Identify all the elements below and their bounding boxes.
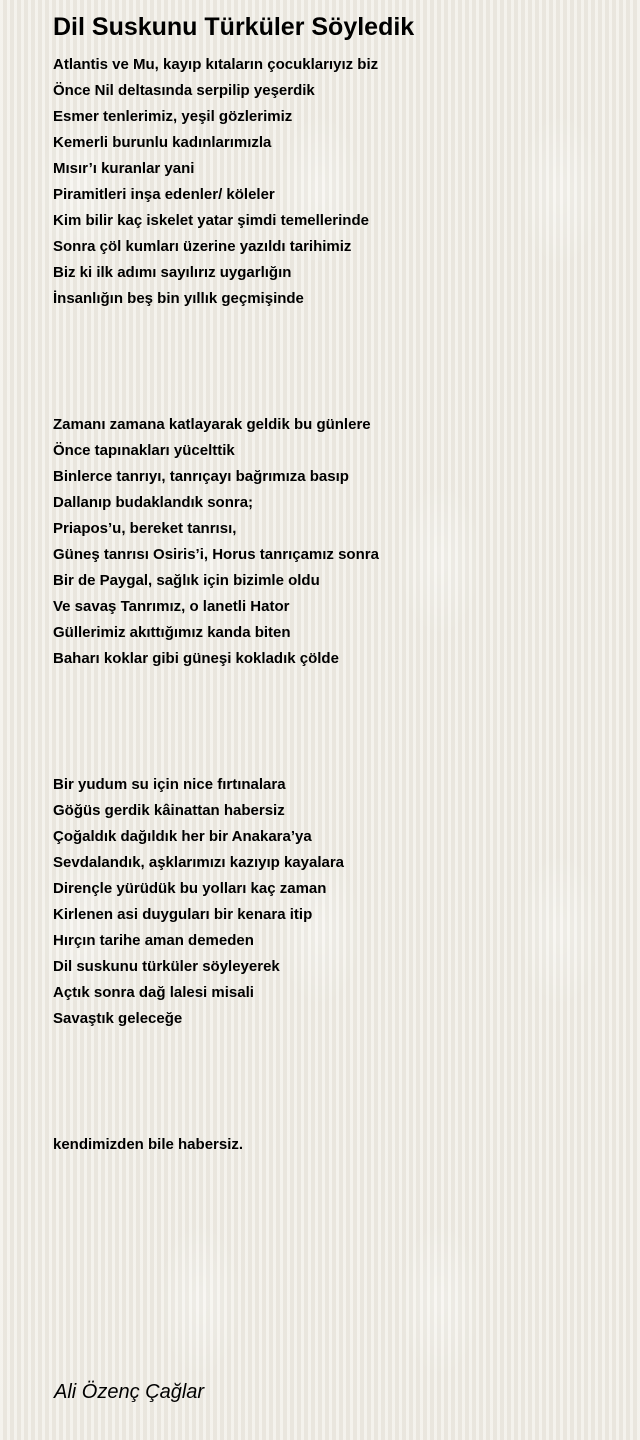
poem-line: Kim bilir kaç iskelet yatar şimdi temellerinde bbox=[53, 212, 369, 229]
stanza bbox=[53, 772, 344, 1032]
poem-line: Kirlenen asi duyguları bir kenara itip bbox=[53, 906, 313, 923]
poem-line: Biz ki ilk adımı sayılırız uygarlığın bbox=[53, 264, 292, 281]
poem-line: Sevdalandık, aşklarımızı kazıyıp kayalara bbox=[53, 854, 345, 871]
poem-line: Priapos’u, bereket tanrısı, bbox=[53, 520, 237, 537]
poem-line: Mısır’ı kuranlar yani bbox=[53, 160, 195, 177]
poem-line: Güneş tanrısı Osiris’i, Horus tanrıçamız sonra bbox=[53, 546, 379, 563]
poem-line: Göğüs gerdik kâinattan habersiz bbox=[53, 802, 285, 819]
poem-line: Açtık sonra dağ lalesi misali bbox=[53, 984, 254, 1001]
poem-line: Dirençle yürüdük bu yolları kaç zaman bbox=[53, 880, 327, 897]
poem-title: Dil Suskunu Türküler Söyledik bbox=[53, 13, 415, 41]
poem-line: Önce tapınakları yücelttik bbox=[53, 442, 235, 459]
poem-line: kendimizden bile habersiz. bbox=[53, 1136, 244, 1153]
poem-line: Çoğaldık dağıldık her bir Anakara’ya bbox=[53, 828, 312, 845]
poem-line: Dallanıp budaklandık sonra; bbox=[53, 494, 254, 511]
poem-line: Savaştık geleceğe bbox=[53, 1010, 183, 1027]
poem-line: İnsanlığın beş bin yıllık geçmişinde bbox=[53, 290, 304, 307]
poem-line: Kemerli burunlu kadınlarımızla bbox=[53, 134, 272, 151]
poem-line: Dil suskunu türküler söyleyerek bbox=[53, 958, 280, 975]
poem-line: Sonra çöl kumları üzerine yazıldı tarihimiz bbox=[53, 238, 352, 255]
poem-line: Ve savaş Tanrımız, o lanetli Hator bbox=[53, 598, 290, 615]
stanza bbox=[53, 1132, 243, 1158]
poem-line: Hırçın tarihe aman demeden bbox=[53, 932, 254, 949]
poem-line: Baharı koklar gibi güneşi kokladık çölde bbox=[53, 650, 339, 667]
poem-line: Güllerimiz akıttığımız kanda biten bbox=[53, 624, 291, 641]
poem-line: Zamanı zamana katlayarak geldik bu günlere bbox=[53, 416, 371, 433]
poem-line: Piramitleri inşa edenler/ köleler bbox=[53, 186, 275, 203]
stanza bbox=[53, 412, 379, 672]
poem-author: Ali Özenç Çağlar bbox=[54, 1381, 205, 1403]
poem-line: Binlerce tanrıyı, tanrıçayı bağrımıza basıp bbox=[53, 468, 349, 485]
poem-line: Esmer tenlerimiz, yeşil gözlerimiz bbox=[53, 108, 293, 125]
poem-line: Önce Nil deltasında serpilip yeşerdik bbox=[53, 82, 315, 99]
poem-line: Bir yudum su için nice fırtınalara bbox=[53, 776, 286, 793]
stanza bbox=[53, 52, 378, 312]
poem-line: Bir de Paygal, sağlık için bizimle oldu bbox=[53, 572, 320, 589]
poem-line: Atlantis ve Mu, kayıp kıtaların çocuklarıyız biz bbox=[53, 56, 379, 73]
